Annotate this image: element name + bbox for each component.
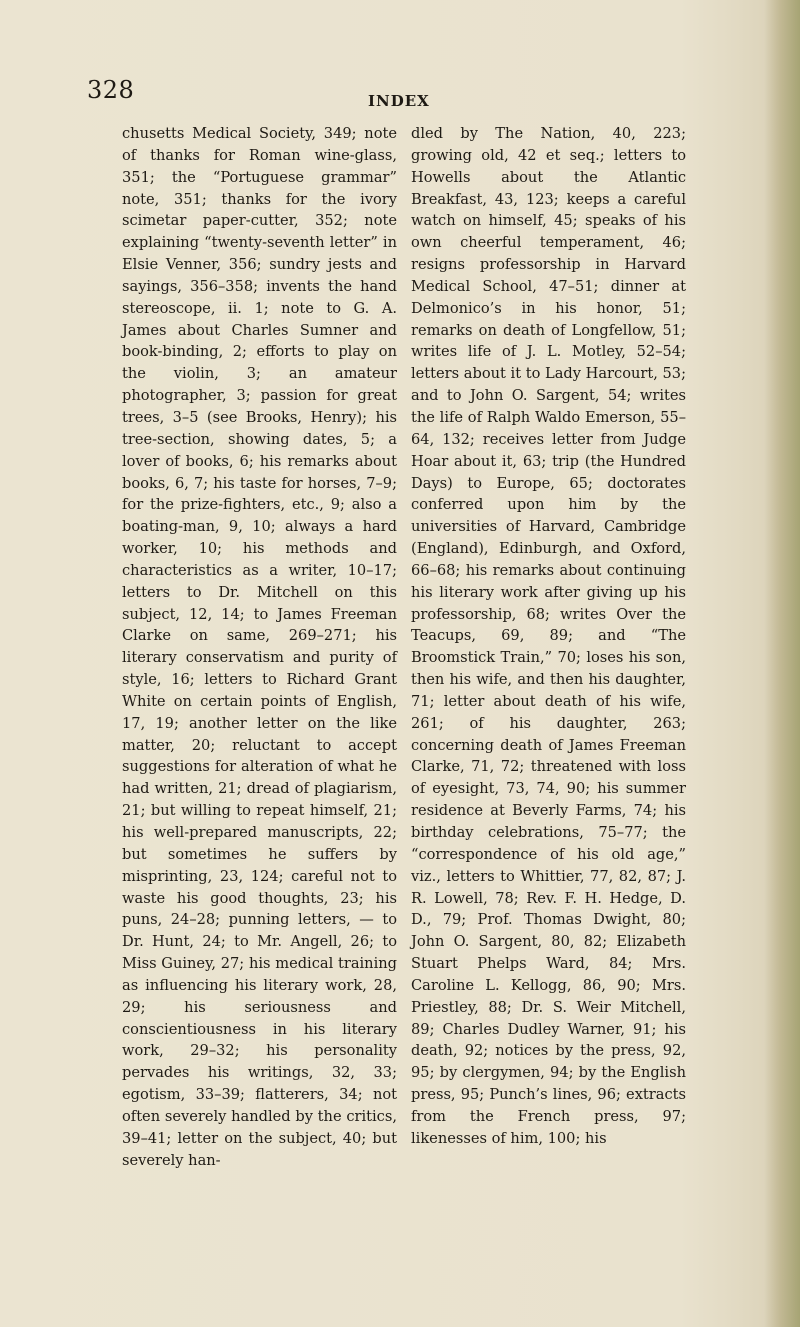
page-edge-shadow: [764, 0, 800, 1327]
running-head: INDEX: [368, 92, 430, 110]
index-entry-text: dled by The Nation, 40, 223; growing old, 42 et seq.; letters to Howells about the Atlantic Breakfast, 43, 123; keeps a careful watch on himself, 45; speaks of his own cheerful temperament, 46; resigns professorship in Harvard Medical School, 47–51; dinner at Delmonico’s in his honor, 51; remarks on death of Longfellow, 51; writes life of J. L. Motley, 52–54; letters about it to Lady Harcourt, 53; and to John O. Sargent, 54; writes the life of Ralph Waldo Emerson, 55–64, 132; receives letter from Judge Hoar about it, 63; trip (the Hundred Days) to Europe, 65; doctorates conferred upon him by the universities of Harvard, Cambridge (England), Edinburgh, and Oxford, 66–68; his remarks about continuing his literary work after giving up his professorship, 68; writes Over the Teacups, 69, 89; and “The Broomstick Train,” 70; loses his son, then his wife, and then his daughter, 71; letter about death of his wife, 261; of his daughter, 263; concerning death of James Freeman Clarke, 71, 72; threatened with loss of eyesight, 73, 74, 90; his summer residence at Beverly Farms, 74; his birthday celebrations, 75–77; the “correspondence of his old age,” viz., letters to Whittier, 77, 82, 87; J. R. Lowell, 78; Rev. F. H. Hedge, D. D., 79; Prof. Thomas Dwight, 80; John O. Sargent, 80, 82; Elizabeth Stuart Phelps Ward, 84; Mrs. Caroline L. Kellogg, 86, 90; Mrs. Priestley, 88; Dr. S. Weir Mitchell, 89; Charles Dudley Warner, 91; his death, 92; notices by the press, 92, 95; by clergymen, 94; by the English press, 95; Punch’s lines, 96; extracts from the French press, 97; likenesses of him, 100; his: [411, 125, 686, 1147]
index-entry-text: chusetts Medical Society, 349; note of thanks for Roman wine-glass, 351; the “Portuguese grammar” note, 351; thanks for the ivory scimetar paper-cutter, 352; note explaining “twenty-seventh letter” in Elsie Venner, 356; sundry jests and sayings, 356–358; invents the hand stereoscope, ii. 1; note to G. A. James about Charles Sumner and book-binding, 2; efforts to play on the violin, 3; an amateur photographer, 3; passion for great trees, 3–5 (see Brooks, Henry); his tree-section, showing dates, 5; a lover of books, 6; his remarks about books, 6, 7; his taste for horses, 7–9; for the prize-fighters, etc., 9; also a boating-man, 9, 10; always a hard worker, 10; his methods and characteristics as a writer, 10–17; letters to Dr. Mitchell on this subject, 12, 14; to James Freeman Clarke on same, 269–271; his literary conservatism and purity of style, 16; letters to Richard Grant White on certain points of English, 17, 19; another letter on the like matter, 20; reluctant to accept suggestions for alteration of what he had written, 21; dread of plagiarism, 21; but willing to repeat himself, 21; his well-prepared manuscripts, 22; but sometimes he suffers by misprinting, 23, 124; careful not to waste his good thoughts, 23; his puns, 24–28; punning letters, — to Dr. Hunt, 24; to Mr. Angell, 26; to Miss Guiney, 27; his medical training as influencing his literary work, 28, 29; his seriousness and conscientiousness in his literary work, 29–32; his personality pervades his writings, 32, 33; egotism, 33–39; flatterers, 34; not often severely handled by the critics, 39–41; letter on the subject, 40; but severely han-: [122, 125, 397, 1169]
index-column-left: [122, 123, 397, 1172]
page-number: 328: [87, 76, 135, 104]
page-header: [0, 76, 800, 116]
index-column-right: [411, 123, 686, 1150]
